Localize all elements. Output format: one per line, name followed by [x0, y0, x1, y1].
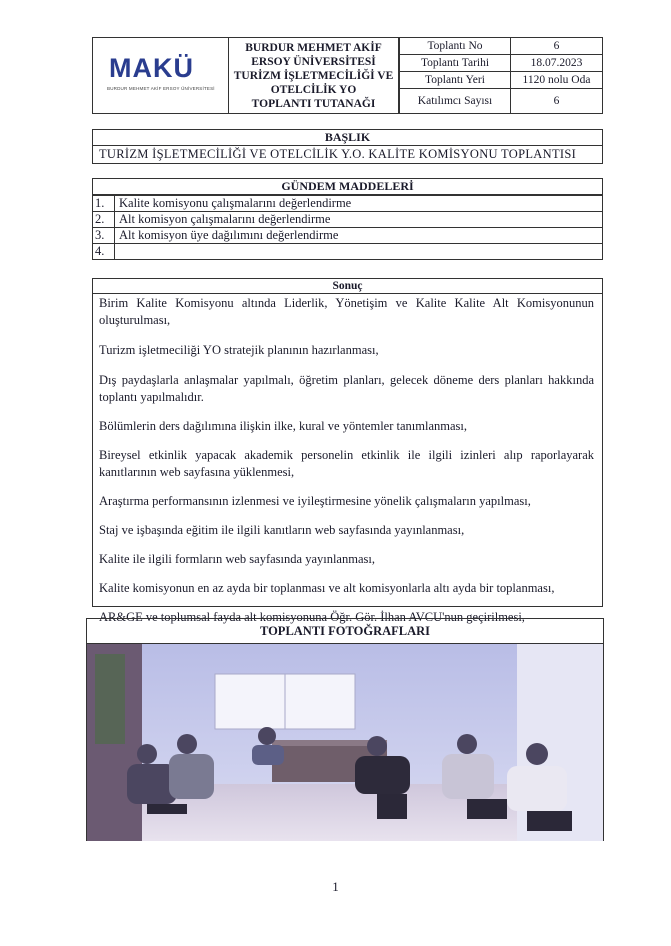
document-title	[229, 37, 399, 114]
meeting-no-value: 6	[511, 38, 603, 55]
result-item: Dış paydaşlarla anlaşmalar yapılmalı, öğretim planları, gelecek döneme ders planları hakkında toplantı yapılmalıdır.	[99, 373, 594, 404]
title-section-heading: BAŞLIK	[93, 130, 602, 146]
agenda-section	[92, 178, 603, 260]
agenda-heading: GÜNDEM MADDELERİ	[93, 179, 602, 195]
meeting-place-value: 1120 nolu Oda	[511, 72, 603, 89]
title-line: BURDUR MEHMET AKİF	[245, 42, 382, 54]
result-heading: Sonuç	[93, 279, 602, 294]
title-line: ERSOY ÜNİVERSİTESİ	[251, 56, 376, 68]
agenda-text: Kalite komisyonu çalışmalarını değerlendirme	[115, 196, 603, 212]
title-section	[92, 129, 603, 164]
logo-text: MAKÜ	[109, 53, 194, 83]
result-item: Turizm işletmeciliği YO stratejik planının hazırlanması,	[99, 343, 379, 357]
photos-heading: TOPLANTI FOTOĞRAFLARI	[87, 619, 603, 644]
title-line: TOPLANTI TUTANAĞI	[251, 98, 376, 110]
result-item: Bireysel etkinlik yapacak akademik personelin etkinlik ile ilgili izinleri alıp raporlayarak kanıtlarının web sayfasına yüklenmesi,	[99, 448, 594, 479]
agenda-text: Alt komisyon çalışmalarını değerlendirme	[115, 212, 603, 228]
agenda-row	[93, 244, 603, 260]
title-line: OTELCİLİK YO	[270, 84, 357, 96]
result-item: Araştırma performansının izlenmesi ve iyileştirmesine yönelik çalışmaların yapılması,	[99, 494, 531, 508]
meeting-no-label: Toplantı No	[400, 38, 511, 55]
result-section	[92, 278, 603, 624]
participant-count-label: Katılımcı Sayısı	[400, 89, 511, 114]
meeting-photo	[87, 644, 603, 841]
meeting-date-label: Toplantı Tarihi	[400, 55, 511, 72]
agenda-number: 3.	[93, 228, 115, 244]
result-item: Birim Kalite Komisyonu altında Liderlik, Yönetişim ve Kalite Kalite Alt Komisyonunun oluşturulması,	[99, 296, 594, 327]
agenda-number: 1.	[93, 196, 115, 212]
agenda-text: Alt komisyon üye dağılımını değerlendirme	[115, 228, 603, 244]
agenda-text	[115, 244, 603, 260]
meeting-date-value: 18.07.2023	[511, 55, 603, 72]
agenda-row	[93, 212, 603, 228]
university-logo	[92, 37, 229, 114]
agenda-number: 4.	[93, 244, 115, 260]
result-item: Staj ve işbaşında eğitim ile ilgili kanıtların web sayfasında yayınlanması,	[99, 523, 465, 537]
title-line: TURİZM İŞLETMECİLİĞİ VE	[233, 70, 394, 82]
agenda-row	[93, 228, 603, 244]
agenda-number: 2.	[93, 212, 115, 228]
result-item: Kalite ile ilgili formların web sayfasında yayınlanması,	[99, 552, 375, 566]
result-item: AR&GE ve toplumsal fayda alt komisyonuna Öğr. Gör. İlhan AVCU'nun geçirilmesi,	[99, 610, 525, 624]
meeting-place-label: Toplantı Yeri	[400, 72, 511, 89]
participant-count-value: 6	[511, 89, 603, 114]
meeting-meta-table	[399, 37, 603, 114]
result-item: Kalite komisyonun en az ayda bir toplanması ve alt komisyonlarla altı ayda bir toplanması,	[99, 581, 555, 595]
agenda-row	[93, 196, 603, 212]
logo-subtext: BURDUR MEHMET AKİF ERSOY ÜNİVERSİTESİ	[107, 86, 215, 91]
meeting-subject: TURİZM İŞLETMECİLİĞİ VE OTELCİLİK Y.O. KALİTE KOMİSYONU TOPLANTISI	[99, 147, 577, 161]
photos-section	[86, 618, 604, 841]
page-number: 1	[332, 879, 339, 894]
result-item: Bölümlerin ders dağılımına ilişkin ilke, kural ve yöntemler tanımlanması,	[99, 419, 467, 433]
agenda-table	[92, 195, 603, 260]
